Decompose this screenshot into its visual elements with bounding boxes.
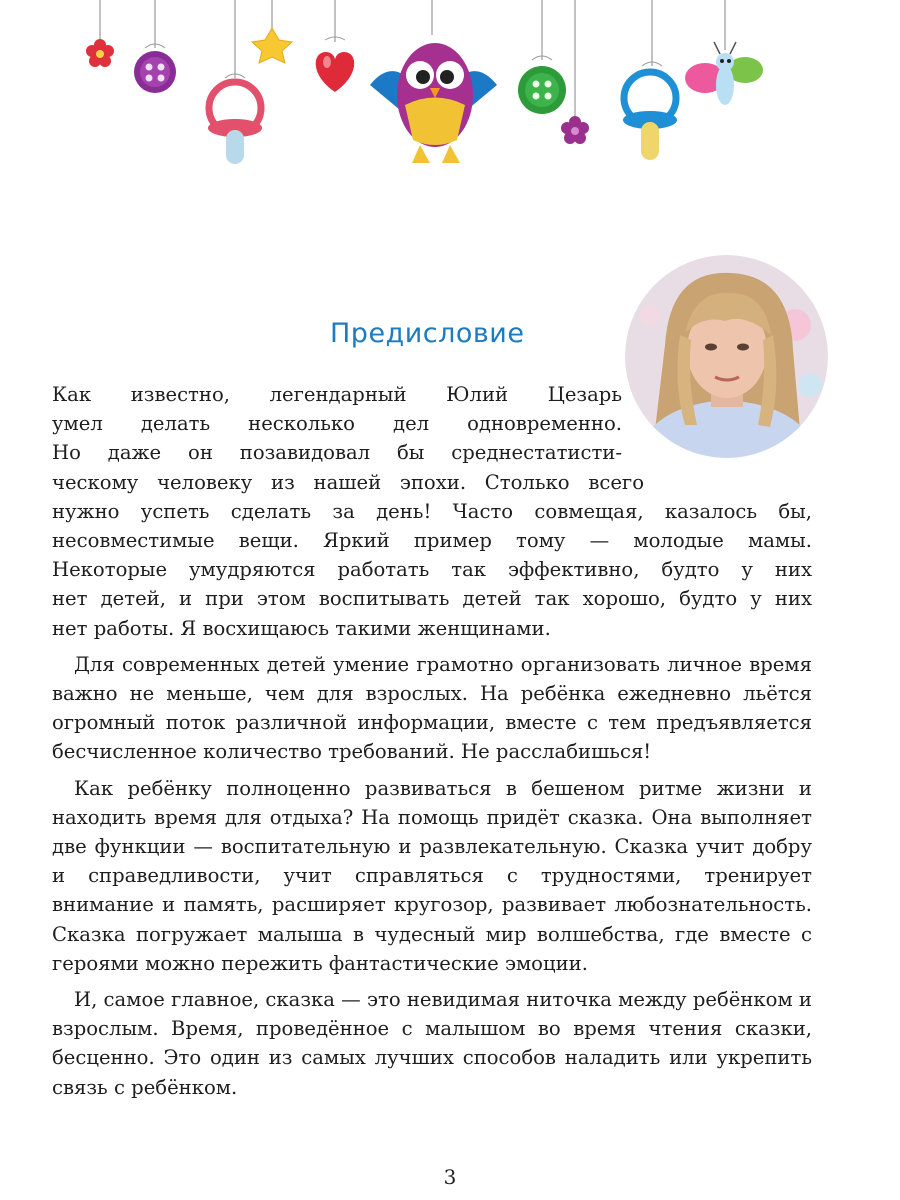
- heart-icon: [316, 37, 354, 92]
- text-line: нет детей, и при этом воспитывать детей так хорошо, будто у них: [52, 587, 812, 611]
- blue-pacifier-icon: [623, 62, 677, 160]
- text-line: умел делать несколько дел одновременно.: [52, 412, 622, 436]
- page-title: Предисловие: [330, 318, 525, 349]
- paragraph-4: И, самое главное, сказка — это невидимая ниточка между ребёнком и взрослым. Время, проведённое с малышом во время чтения сказки, бесценно. Это один из самых лучших способов наладить или укрепить связь с ребёнком.: [52, 988, 812, 1099]
- paragraph-1: [52, 380, 812, 643]
- flower-icon: [86, 39, 114, 67]
- owl-toy-icon: [370, 43, 497, 163]
- body-text: [52, 380, 812, 1109]
- butterfly-toy-icon: [685, 42, 763, 105]
- text-line: несовместимые вещи. Яркий пример тому — молодые мамы.: [52, 529, 812, 553]
- page-number: 3: [443, 1165, 457, 1189]
- paragraph-3: Как ребёнку полноценно развиваться в бешеном ритме жизни и находить время для отдыха? На помощь придёт сказка. Она выполняет две функции — воспитательную и развлекательную. Сказка учит добру и справедливости, учит справляться с трудностями, тренирует внимание и память, расширяет кругозор, развивает любознательность. Сказка погружает малыша в чудесный мир волшебства, где вместе с героями можно пережить фантастические эмоции.: [52, 776, 812, 975]
- text-line: Некоторые умудряются работать так эффективно, будто у них: [52, 558, 812, 582]
- green-button-icon: [518, 56, 566, 114]
- text-line: ческому человеку из нашей эпохи. Столько всего: [52, 470, 644, 494]
- text-line: нет работы. Я восхищаюсь такими женщинами.: [52, 616, 551, 640]
- text-line: нужно успеть сделать за день! Часто совмещая, казалось бы,: [52, 499, 812, 523]
- pacifier-icon: [208, 74, 262, 164]
- paragraph-2: Для современных детей умение грамотно организовать личное время важно не меньше, чем для взрослых. На ребёнка ежедневно льётся огромный поток различной информации, вместе с тем предъявляется бесчисленное количество требований. Не расслабишься!: [52, 652, 812, 764]
- button-toy-icon: [134, 44, 176, 93]
- text-line: Как известно, легендарный Юлий Цезарь: [52, 383, 622, 406]
- hanging-toys-garland: [0, 0, 900, 200]
- text-line: Но даже он позавидовал бы среднестатисти-: [52, 441, 622, 465]
- star-icon: [252, 28, 292, 63]
- purple-flower-icon: [561, 116, 589, 144]
